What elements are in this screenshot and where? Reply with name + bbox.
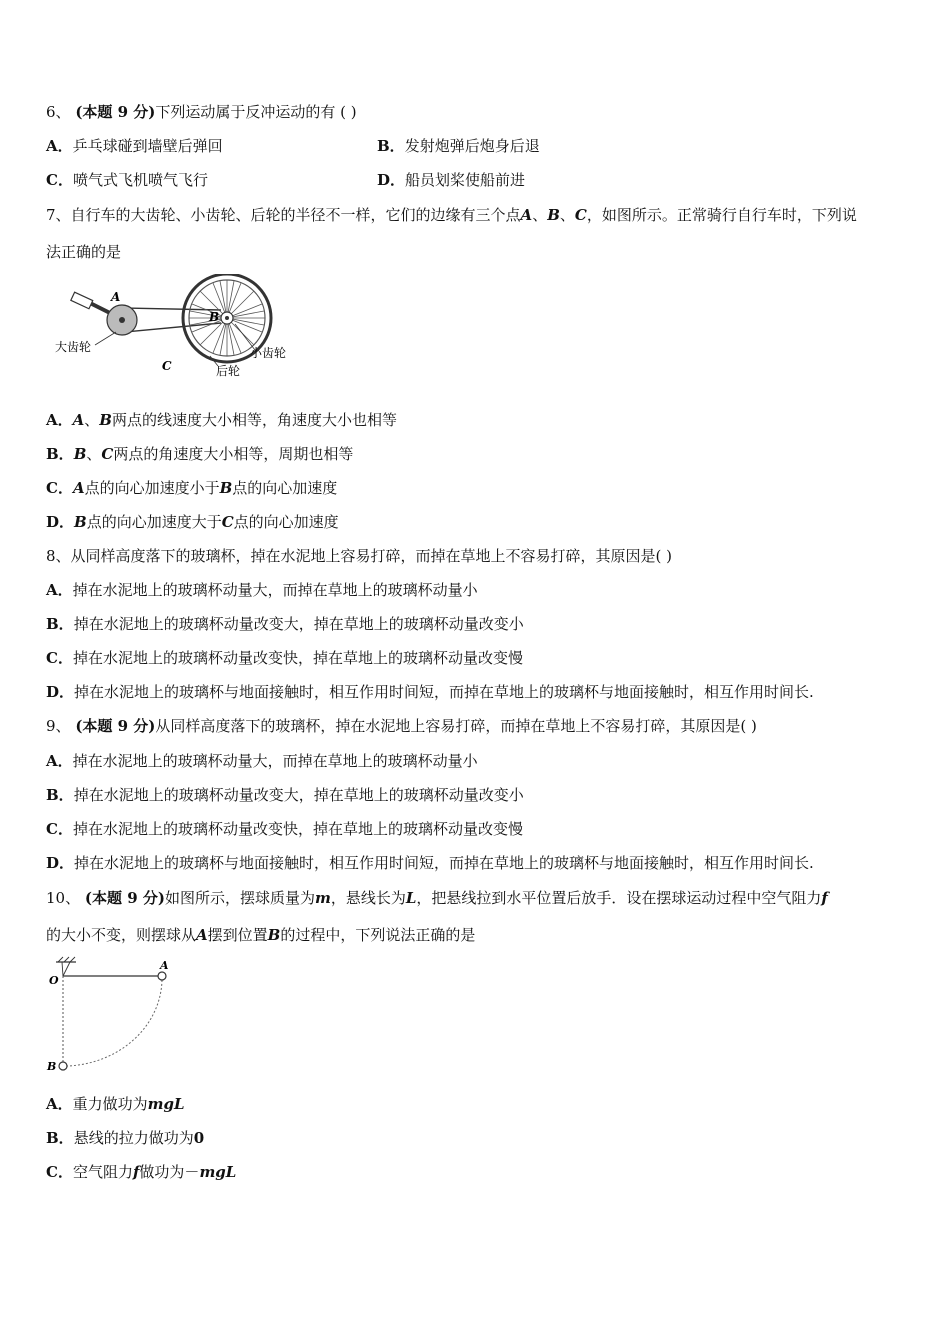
q10-option-b: B．悬线的拉力做功为0 — [46, 1129, 205, 1147]
ball-position-b — [59, 1062, 67, 1070]
q9-option-c: C．掉在水泥地上的玻璃杯动量改变快，掉在草地上的玻璃杯动量改变慢 — [46, 820, 523, 838]
q8-option-b: B．掉在水泥地上的玻璃杯动量改变大，掉在草地上的玻璃杯动量改变小 — [46, 615, 524, 633]
q10-option-c: C．空气阻力f做功为－mgL — [46, 1163, 237, 1181]
fig10-label-a: A — [160, 959, 169, 972]
q9-stem: 9、 (本题 9 分)从同样高度落下的玻璃杯，掉在水泥地上容易打碎，而掉在草地上不容易打碎，其原因是( ) — [46, 717, 757, 735]
q8-option-d: D．掉在水泥地上的玻璃杯与地面接触时，相互作用时间短，而掉在草地上的玻璃杯与地面接触时，相互作用时间长. — [46, 683, 814, 701]
fig7-label-b: B — [209, 310, 220, 324]
q9-option-b: B．掉在水泥地上的玻璃杯动量改变大，掉在草地上的玻璃杯动量改变小 — [46, 786, 524, 804]
q6-option-c: C．喷气式飞机喷气飞行 — [46, 171, 208, 189]
q7-stem-line2: 法正确的是 — [46, 243, 122, 261]
q10-option-a: A．重力做功为mgL — [46, 1095, 185, 1113]
q8-option-a: A．掉在水泥地上的玻璃杯动量大，而掉在草地上的玻璃杯动量小 — [46, 581, 478, 599]
q6-option-a: A．乒乓球碰到墙壁后弹回 — [46, 137, 223, 155]
fig7-label-a: A — [111, 290, 121, 304]
q9-option-d: D．掉在水泥地上的玻璃杯与地面接触时，相互作用时间短，而掉在草地上的玻璃杯与地面接触时，相互作用时间长. — [46, 854, 814, 872]
q7-option-c: C．A点的向心加速度小于B点的向心加速度 — [46, 479, 338, 497]
q6-option-d: D．船员划桨使船前进 — [377, 171, 526, 189]
q7-option-a: A．A、B两点的线速度大小相等，角速度大小也相等 — [46, 411, 397, 429]
bicycle-gear-figure — [50, 274, 300, 384]
q6-stem: 6、 (本题 9 分)下列运动属于反冲运动的有 ( ) — [46, 103, 357, 121]
q7-stem-line1: 7、自行车的大齿轮、小齿轮、后轮的半径不一样，它们的边缘有三个点A、B、C，如图所示。正常骑行自行车时，下列说 — [46, 206, 857, 224]
fig7-label-c: C — [162, 359, 172, 373]
q7-option-d: D．B点的向心加速度大于C点的向心加速度 — [46, 513, 339, 531]
q6-option-b: B．发射炮弹后炮身后退 — [377, 137, 540, 155]
q10-stem-line2: 的大小不变，则摆球从A摆到位置B的过程中，下列说法正确的是 — [46, 926, 476, 944]
q8-stem: 8、从同样高度落下的玻璃杯，掉在水泥地上容易打碎，而掉在草地上不容易打碎，其原因是( ) — [46, 547, 673, 565]
q10-stem-line1: 10、 (本题 9 分)如图所示，摆球质量为m，悬线长为L，把悬线拉到水平位置后放手．设在摆球运动过程中空气阻力f — [46, 889, 828, 907]
ball-position-a — [158, 972, 166, 980]
q8-option-c: C．掉在水泥地上的玻璃杯动量改变快，掉在草地上的玻璃杯动量改变慢 — [46, 649, 523, 667]
fig10-label-o: O — [49, 974, 59, 987]
fig7-label-rear-wheel: 后轮 — [216, 364, 241, 378]
fig7-label-small-gear: 小齿轮 — [250, 346, 287, 360]
pendulum-figure — [44, 956, 179, 1076]
fig7-label-big-gear: 大齿轮 — [55, 340, 92, 354]
fig10-label-b: B — [47, 1060, 57, 1073]
q7-option-b: B．B、C两点的角速度大小相等，周期也相等 — [46, 445, 354, 463]
q9-option-a: A．掉在水泥地上的玻璃杯动量大，而掉在草地上的玻璃杯动量小 — [46, 752, 478, 770]
